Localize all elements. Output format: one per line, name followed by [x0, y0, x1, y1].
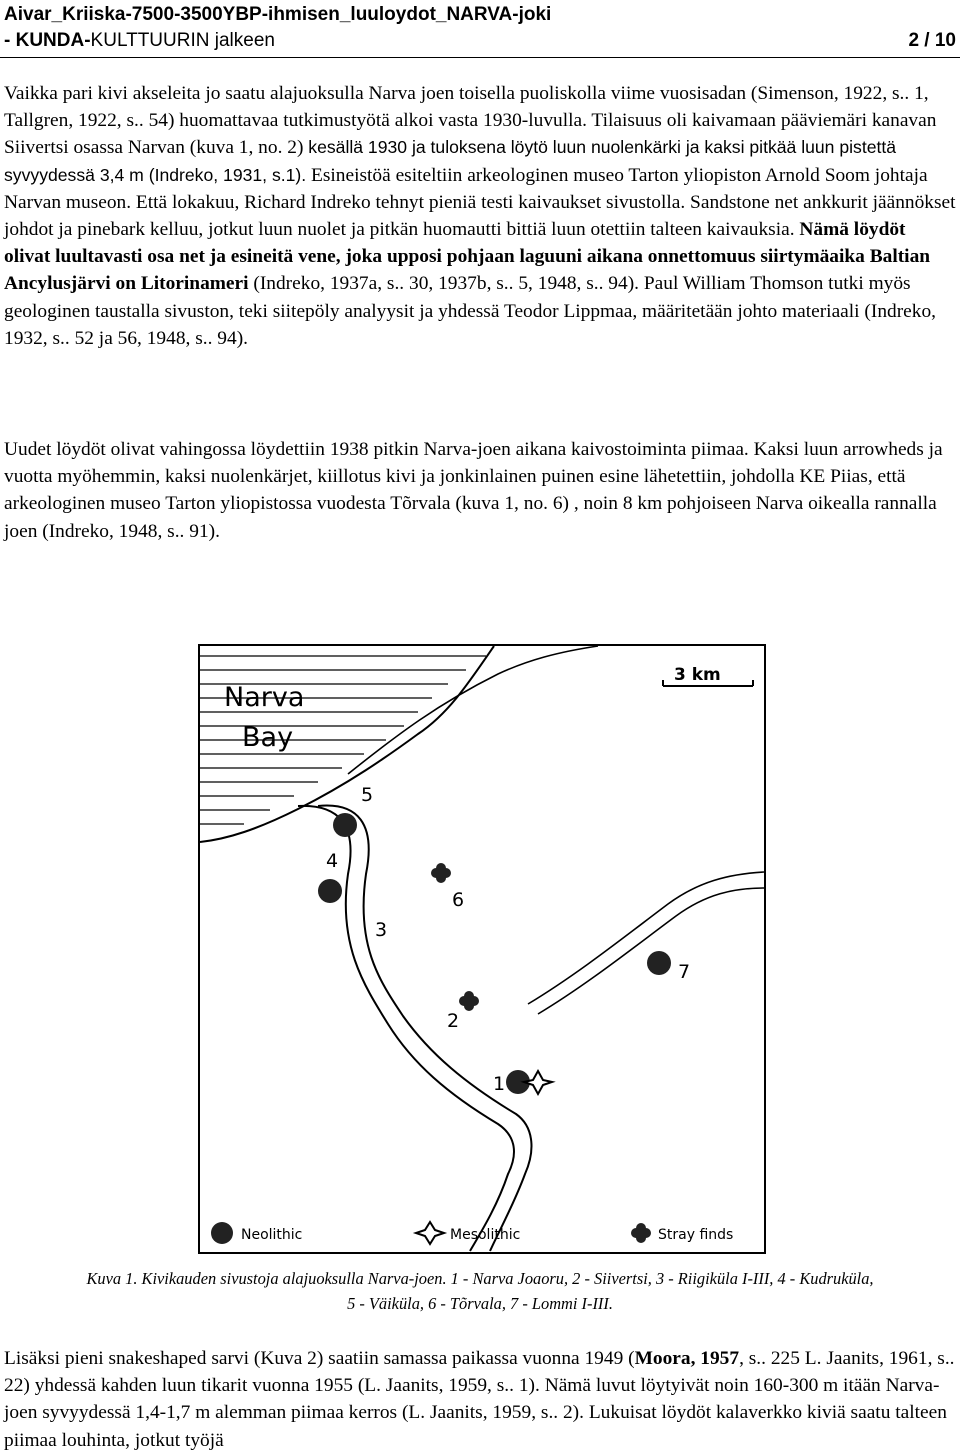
document-title-line2: - KUNDA-KULTTUURIN jalkeen	[4, 30, 275, 51]
site-number-7: 7	[678, 961, 691, 983]
legend-neolithic-icon	[211, 1222, 233, 1244]
site-number-6: 6	[452, 889, 465, 911]
neolithic-site-marker	[333, 813, 357, 837]
paragraph-3: Lisäksi pieni snakeshaped sarvi (Kuva 2) saatiin samassa paikassa vuonna 1949 (Moora, 1957, s.. 225 L. Jaanits, 1961, s.. 22) yhdessä kahden luun tikarit vuonna 1955 (L. Jaanits, 1959, s.. 1). Nämä luvut löytyivät noin 160-300 m itään Narva-joen syvyydessä 1,4-1,7 m alemman piimaa kerros (L. Jaanits, 1959, s.. 2). Lukuisat löydöt kalaverkko kiviä saatu talteen piimaa louhinta, jotkut työjä	[4, 1348, 955, 1451]
legend-stray-finds-label: Stray finds	[658, 1227, 734, 1243]
site-number-4: 4	[326, 850, 339, 872]
site-number-2: 2	[447, 1010, 460, 1032]
figure-caption	[0, 1266, 960, 1316]
header-divider	[0, 57, 960, 58]
legend-mesolithic-label: Mesolithic	[450, 1227, 521, 1243]
paragraph-1: Vaikka pari kivi akseleita jo saatu alajuoksulla Narva joen toisella puoliskolla viime vuosisadan (Simenson, 1922, s.. 1, Tallgren, 1922, s.. 54) huomattavaa tutkimustyötä alkoi vasta 1930-luvulla. Tilaisuus oli kaivamaan pääviemäri kanavan Siivertsi osassa Narvan (kuva 1, no. 2) kesällä 1930 ja tuloksena löytö luun nuolenkärki ja kaksi pitkää luun pistettä syvyydessä 3,4 m (Indreko, 1931, s.1). Esineistöä esiteltiin arkeologinen museo Tarton yliopiston Arnold Soom johtaja Narvan museon. Että lokakuu, Richard Indreko tehnyt pieniä testi kaivaukset sivustolla. Sandstone net ankkurit jäännökset johdot ja pinebark kelluu, jotkut luun nuolet ja pitkän huomautti bittiä luun otettiin talteen kaivauksia. Nämä löydöt olivat luultavasti osa net ja esineitä vene, joka upposi pohjaan laguuni aikana onnettomuus siirtymäaika Baltian Ancylusjärvi on Litorinameri (Indreko, 1937a, s.. 30, 1937b, s.. 5, 1948, s.. 94). Paul William Thomson tutki myös geologinen taustalla sivuston, teki siitepöly analyysit ja yhdessä Teodor Lippmaa, määritetään johto materiaali (Indreko, 1932, s.. 52 ja 56, 1948, s.. 94).	[4, 83, 956, 349]
document-header	[4, 2, 956, 54]
site-number-1: 1	[493, 1073, 506, 1095]
caption-line2: 5 - Väiküla, 6 - Tõrvala, 7 - Lommi I-III.	[347, 1294, 613, 1313]
neolithic-site-marker	[318, 879, 342, 903]
site-number-3: 3	[375, 919, 388, 941]
scale-label: 3 km	[674, 665, 721, 685]
neolithic-site-marker	[647, 951, 671, 975]
paragraph-2: Uudet löydöt olivat vahingossa löydettiin 1938 pitkin Narva-joen aikana kaivostoiminta piimaa. Kaksi luun arrowheds ja vuotta myöhemmin, kaksi nuolenkärjet, kiillotus kivi ja jonkinlainen puinen esine lähetettiin, johdolla KE Piias, että arkeologinen museo Tarton yliopistossa vuodesta Tõrvala (kuva 1, no. 6) , noin 8 km pohjoiseen Narva oikealla rannalla joen (Indreko, 1948, s.. 91).	[4, 439, 943, 542]
legend-neolithic-label: Neolithic	[241, 1227, 303, 1243]
site-map	[198, 644, 766, 1254]
page-number: 2 / 10	[908, 30, 956, 51]
site-number-5: 5	[361, 784, 374, 806]
document-title-line1: Aivar_Kriiska-7500-3500YBP-ihmisen_luuloydot_NARVA-joki	[4, 4, 552, 25]
caption-line1: Kuva 1. Kivikauden sivustoja alajuoksulla Narva-joen. 1 - Narva Joaoru, 2 - Siivertsi, 3 - Riigiküla I-III, 4 - Kudruküla,	[86, 1269, 874, 1288]
bay-label-line2: Bay	[242, 722, 294, 753]
bay-label-line1: Narva	[224, 682, 305, 713]
